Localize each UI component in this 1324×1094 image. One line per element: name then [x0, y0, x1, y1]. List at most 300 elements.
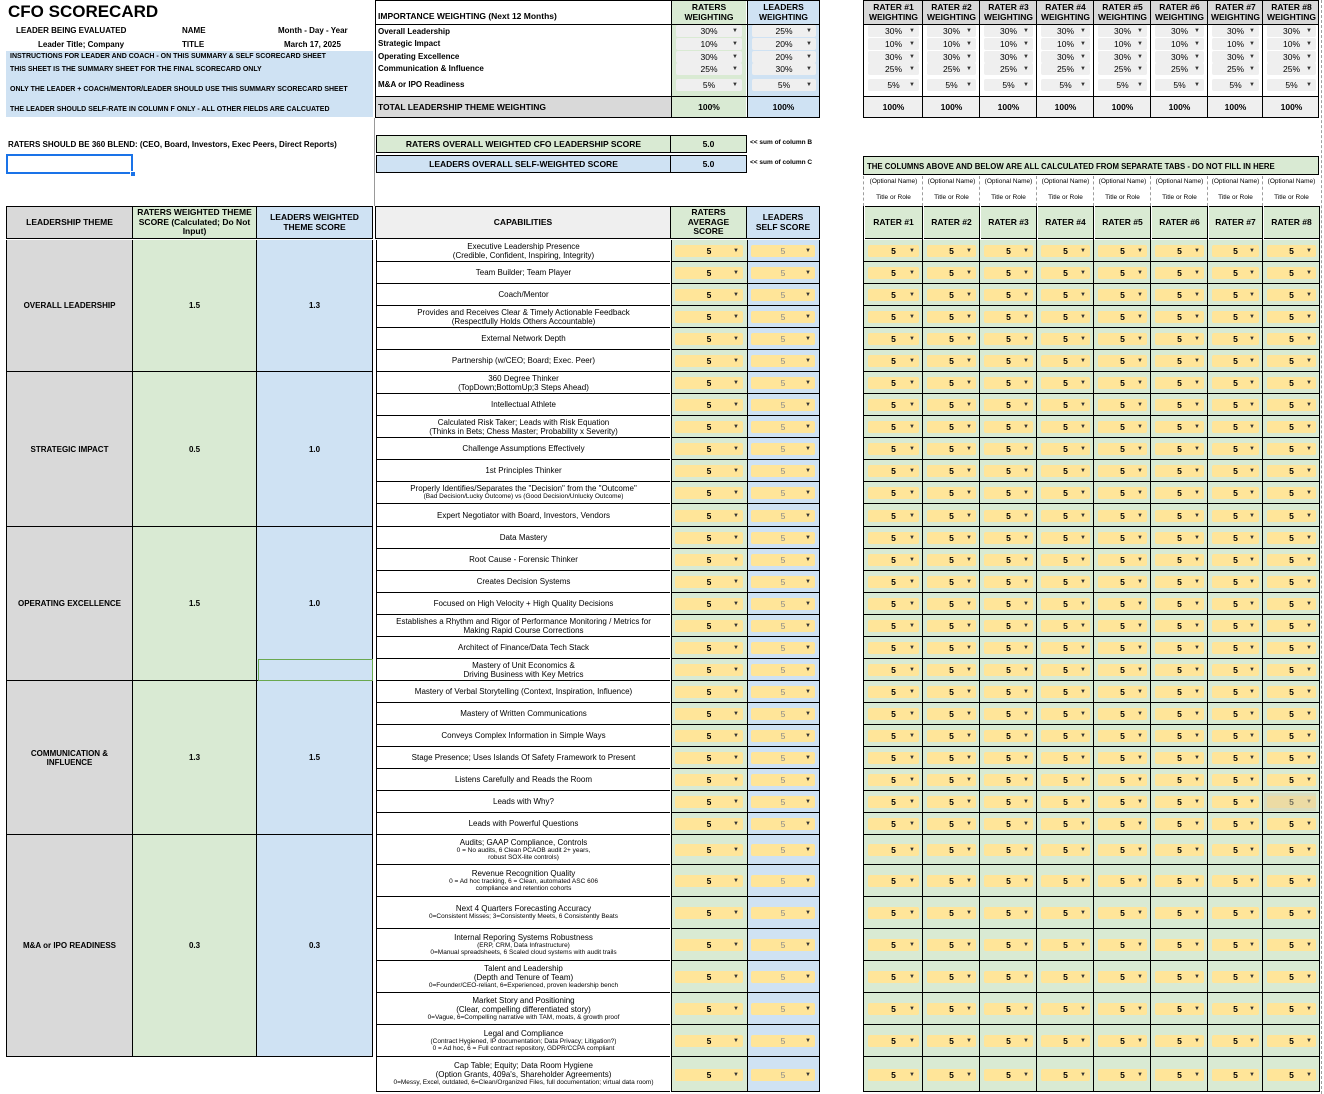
rater-score-dropdown[interactable]: 5 ▼	[868, 465, 919, 477]
rater-weight-dropdown[interactable]: 25% ▼	[868, 63, 919, 75]
raters-avg-dropdown[interactable]: 5 ▼	[675, 311, 743, 323]
rater-score-dropdown[interactable]: 5 ▼	[1098, 598, 1147, 610]
rater-score-dropdown[interactable]: 5 ▼	[1267, 510, 1316, 522]
rater-weight-dropdown[interactable]: 5% ▼	[868, 79, 919, 91]
rater-score-dropdown[interactable]: 5 ▼	[1267, 487, 1316, 499]
rater-score-dropdown[interactable]: 5 ▼	[984, 844, 1033, 856]
rater-score-dropdown[interactable]: 5 ▼	[1212, 443, 1259, 455]
rater-score-dropdown[interactable]: 5 ▼	[1098, 487, 1147, 499]
rater-score-dropdown[interactable]: 5 ▼	[868, 510, 919, 522]
raters-avg-dropdown[interactable]: 5 ▼	[675, 1069, 743, 1081]
raters-avg-dropdown[interactable]: 5 ▼	[675, 774, 743, 786]
rater-score-dropdown[interactable]: 5 ▼	[1212, 1003, 1259, 1015]
raters-avg-dropdown[interactable]: 5 ▼	[675, 907, 743, 919]
raters-avg-dropdown[interactable]: 5 ▼	[675, 510, 743, 522]
rater-score-dropdown[interactable]: 5 ▼	[1155, 465, 1204, 477]
rater-score-dropdown[interactable]: 5 ▼	[1098, 939, 1147, 951]
raters-weight-dropdown[interactable]: 5% ▼	[676, 79, 742, 91]
leader-self-dropdown[interactable]: 5 ▼	[751, 421, 815, 433]
rater-score-dropdown[interactable]: 5 ▼	[1212, 598, 1259, 610]
rater-weight-dropdown[interactable]: 5% ▼	[1267, 79, 1316, 91]
raters-avg-dropdown[interactable]: 5 ▼	[675, 465, 743, 477]
raters-avg-dropdown[interactable]: 5 ▼	[675, 245, 743, 257]
rater-score-dropdown[interactable]: 5 ▼	[1212, 708, 1259, 720]
raters-avg-dropdown[interactable]: 5 ▼	[675, 399, 743, 411]
rater-score-dropdown[interactable]: 5 ▼	[1212, 333, 1259, 345]
rater-score-dropdown[interactable]: 5 ▼	[1267, 443, 1316, 455]
rater-score-dropdown[interactable]: 5 ▼	[1098, 377, 1147, 389]
rater-score-dropdown[interactable]: 5 ▼	[984, 708, 1033, 720]
rater-score-dropdown[interactable]: 5 ▼	[1041, 421, 1090, 433]
rater-score-dropdown[interactable]: 5 ▼	[1212, 620, 1259, 632]
rater-score-dropdown[interactable]: 5 ▼	[1212, 245, 1259, 257]
rater-score-dropdown[interactable]: 5 ▼	[1098, 907, 1147, 919]
rater-score-dropdown[interactable]: 5 ▼	[984, 443, 1033, 455]
rater-score-dropdown[interactable]: 5 ▼	[927, 642, 976, 654]
rater-score-dropdown[interactable]: 5 ▼	[1155, 1035, 1204, 1047]
leader-self-dropdown[interactable]: 5 ▼	[751, 487, 815, 499]
rater-score-dropdown[interactable]: 5 ▼	[1041, 333, 1090, 345]
rater-score-dropdown[interactable]: 5 ▼	[1212, 311, 1259, 323]
rater-score-dropdown[interactable]: 5 ▼	[984, 510, 1033, 522]
rater-score-dropdown[interactable]: 5 ▼	[1212, 421, 1259, 433]
rater-score-dropdown[interactable]: 5 ▼	[868, 355, 919, 367]
rater-score-dropdown[interactable]: 5 ▼	[1098, 532, 1147, 544]
leaders-weight-dropdown[interactable]: 20% ▼	[752, 51, 816, 63]
rater-score-dropdown[interactable]: 5 ▼	[1212, 686, 1259, 698]
rater-score-dropdown[interactable]: 5 ▼	[1155, 752, 1204, 764]
rater-weight-dropdown[interactable]: 10% ▼	[984, 38, 1033, 50]
rater-score-dropdown[interactable]: 5 ▼	[1098, 443, 1147, 455]
leader-self-dropdown[interactable]: 5 ▼	[751, 971, 815, 983]
leader-self-dropdown[interactable]: 5 ▼	[751, 708, 815, 720]
rater-score-dropdown[interactable]: 5 ▼	[927, 532, 976, 544]
rater-score-dropdown[interactable]: 5 ▼	[1041, 939, 1090, 951]
raters-weight-dropdown[interactable]: 30% ▼	[676, 51, 742, 63]
rater-score-dropdown[interactable]: 5 ▼	[1267, 620, 1316, 632]
rater-score-dropdown[interactable]: 5 ▼	[1267, 686, 1316, 698]
raters-avg-dropdown[interactable]: 5 ▼	[675, 642, 743, 654]
rater-score-dropdown[interactable]: 5 ▼	[927, 907, 976, 919]
rater-score-dropdown[interactable]: 5 ▼	[1267, 289, 1316, 301]
rater-score-dropdown[interactable]: 5 ▼	[1155, 939, 1204, 951]
rater-weight-dropdown[interactable]: 5% ▼	[1098, 79, 1147, 91]
rater-score-dropdown[interactable]: 5 ▼	[1267, 774, 1316, 786]
rater-score-dropdown[interactable]: 5 ▼	[1267, 532, 1316, 544]
rater-score-dropdown[interactable]: 5 ▼	[984, 377, 1033, 389]
rater-score-dropdown[interactable]: 5 ▼	[1041, 289, 1090, 301]
rater-score-dropdown[interactable]: 5 ▼	[1155, 421, 1204, 433]
rater-score-dropdown[interactable]: 5 ▼	[927, 1069, 976, 1081]
rater-score-dropdown[interactable]: 5 ▼	[984, 664, 1033, 676]
rater-score-dropdown[interactable]: 5 ▼	[984, 971, 1033, 983]
rater-score-dropdown[interactable]: 5 ▼	[1155, 289, 1204, 301]
rater-score-dropdown[interactable]: 5 ▼	[868, 289, 919, 301]
rater-score-dropdown[interactable]: 5 ▼	[927, 796, 976, 808]
rater-score-dropdown[interactable]: 5 ▼	[1212, 1069, 1259, 1081]
rater-score-dropdown[interactable]: 5 ▼	[984, 576, 1033, 588]
rater-score-dropdown[interactable]: 5 ▼	[984, 598, 1033, 610]
rater-score-dropdown[interactable]: 5 ▼	[1155, 708, 1204, 720]
rater-score-dropdown[interactable]: 5 ▼	[927, 377, 976, 389]
rater-score-dropdown[interactable]: 5 ▼	[868, 598, 919, 610]
rater-score-dropdown[interactable]: 5 ▼	[927, 818, 976, 830]
rater-score-dropdown[interactable]: 5 ▼	[984, 311, 1033, 323]
rater-score-dropdown[interactable]: 5 ▼	[1155, 377, 1204, 389]
rater-score-dropdown[interactable]: 5 ▼	[1212, 642, 1259, 654]
rater-score-dropdown[interactable]: 5 ▼	[1155, 642, 1204, 654]
leader-self-dropdown[interactable]: 5 ▼	[751, 554, 815, 566]
rater-score-dropdown[interactable]: 5 ▼	[1212, 730, 1259, 742]
rater-score-dropdown[interactable]: 5 ▼	[1267, 708, 1316, 720]
rater-score-dropdown[interactable]: 5 ▼	[1212, 554, 1259, 566]
rater-score-dropdown[interactable]: 5 ▼	[1155, 333, 1204, 345]
rater-score-dropdown[interactable]: 5 ▼	[868, 752, 919, 764]
raters-avg-dropdown[interactable]: 5 ▼	[675, 730, 743, 742]
raters-avg-dropdown[interactable]: 5 ▼	[675, 620, 743, 632]
rater-score-dropdown[interactable]: 5 ▼	[1041, 774, 1090, 786]
rater-score-dropdown[interactable]: 5 ▼	[1155, 245, 1204, 257]
rater-score-dropdown[interactable]: 5 ▼	[984, 774, 1033, 786]
rater-weight-dropdown[interactable]: 10% ▼	[868, 38, 919, 50]
rater-score-dropdown[interactable]: 5 ▼	[1212, 532, 1259, 544]
rater-score-dropdown[interactable]: 5 ▼	[1041, 311, 1090, 323]
rater-weight-dropdown[interactable]: 10% ▼	[927, 38, 976, 50]
rater-score-dropdown[interactable]: 5 ▼	[1212, 844, 1259, 856]
rater-score-dropdown[interactable]: 5 ▼	[1267, 421, 1316, 433]
rater-score-dropdown[interactable]: 5 ▼	[1155, 875, 1204, 887]
leaders-weight-dropdown[interactable]: 30% ▼	[752, 63, 816, 75]
rater-score-dropdown[interactable]: 5 ▼	[1098, 267, 1147, 279]
rater-score-dropdown[interactable]: 5 ▼	[984, 642, 1033, 654]
rater-score-dropdown[interactable]: 5 ▼	[1155, 844, 1204, 856]
rater-score-dropdown[interactable]: 5 ▼	[1155, 686, 1204, 698]
leader-self-dropdown[interactable]: 5 ▼	[751, 576, 815, 588]
raters-avg-dropdown[interactable]: 5 ▼	[675, 289, 743, 301]
rater-weight-dropdown[interactable]: 30% ▼	[868, 25, 919, 37]
rater-score-dropdown[interactable]: 5 ▼	[927, 465, 976, 477]
rater-score-dropdown[interactable]: 5 ▼	[1041, 1069, 1090, 1081]
rater-weight-dropdown[interactable]: 10% ▼	[1155, 38, 1204, 50]
rater-score-dropdown[interactable]: 5 ▼	[1267, 752, 1316, 764]
leader-self-dropdown[interactable]: 5 ▼	[751, 844, 815, 856]
raters-avg-dropdown[interactable]: 5 ▼	[675, 377, 743, 389]
rater-score-dropdown[interactable]: 5 ▼	[927, 487, 976, 499]
rater-weight-dropdown[interactable]: 30% ▼	[1041, 25, 1090, 37]
rater-score-dropdown[interactable]: 5 ▼	[927, 620, 976, 632]
rater-score-dropdown[interactable]: 5 ▼	[1098, 620, 1147, 632]
rater-score-dropdown[interactable]: 5 ▼	[1155, 1003, 1204, 1015]
rater-score-dropdown[interactable]: 5 ▼	[1098, 289, 1147, 301]
rater-score-dropdown[interactable]: 5 ▼	[1212, 939, 1259, 951]
leader-self-dropdown[interactable]: 5 ▼	[751, 875, 815, 887]
rater-score-dropdown[interactable]: 5 ▼	[1098, 686, 1147, 698]
rater-score-dropdown[interactable]: 5 ▼	[1041, 532, 1090, 544]
rater-score-dropdown[interactable]: 5 ▼	[1041, 576, 1090, 588]
rater-score-dropdown[interactable]: 5 ▼	[868, 443, 919, 455]
rater-weight-dropdown[interactable]: 30% ▼	[1212, 25, 1259, 37]
rater-weight-dropdown[interactable]: 5% ▼	[1041, 79, 1090, 91]
rater-score-dropdown[interactable]: 5 ▼	[1267, 664, 1316, 676]
rater-score-dropdown[interactable]: 5 ▼	[1041, 752, 1090, 764]
rater-score-dropdown[interactable]: 5 ▼	[868, 939, 919, 951]
leader-self-dropdown[interactable]: 5 ▼	[751, 1035, 815, 1047]
rater-score-dropdown[interactable]: 5 ▼	[1267, 554, 1316, 566]
rater-score-dropdown[interactable]: 5 ▼	[927, 399, 976, 411]
rater-score-dropdown[interactable]: 5 ▼	[984, 1035, 1033, 1047]
rater-score-dropdown[interactable]: 5 ▼	[984, 421, 1033, 433]
rater-score-dropdown[interactable]: 5 ▼	[927, 730, 976, 742]
leader-self-dropdown[interactable]: 5 ▼	[751, 532, 815, 544]
rater-score-dropdown[interactable]: 5 ▼	[984, 796, 1033, 808]
rater-score-dropdown[interactable]: 5 ▼	[1155, 267, 1204, 279]
rater-score-dropdown[interactable]: 5 ▼	[868, 730, 919, 742]
rater-score-dropdown[interactable]: 5 ▼	[1041, 818, 1090, 830]
rater-weight-dropdown[interactable]: 25% ▼	[1155, 63, 1204, 75]
rater-score-dropdown[interactable]: 5 ▼	[1212, 971, 1259, 983]
rater-score-dropdown[interactable]: 5 ▼	[1098, 311, 1147, 323]
rater-score-dropdown[interactable]: 5 ▼	[1041, 708, 1090, 720]
rater-score-dropdown[interactable]: 5 ▼	[984, 620, 1033, 632]
rater-score-dropdown[interactable]: 5 ▼	[1212, 510, 1259, 522]
rater-weight-dropdown[interactable]: 25% ▼	[1098, 63, 1147, 75]
leader-self-dropdown[interactable]: 5 ▼	[751, 443, 815, 455]
rater-score-dropdown[interactable]: 5 ▼	[1041, 971, 1090, 983]
rater-score-dropdown[interactable]: 5 ▼	[984, 487, 1033, 499]
rater-score-dropdown[interactable]: 5 ▼	[1155, 907, 1204, 919]
rater-score-dropdown[interactable]: 5 ▼	[927, 844, 976, 856]
rater-score-dropdown[interactable]: 5 ▼	[868, 311, 919, 323]
rater-score-dropdown[interactable]: 5 ▼	[1212, 399, 1259, 411]
rater-score-dropdown[interactable]: 5 ▼	[1098, 421, 1147, 433]
rater-weight-dropdown[interactable]: 30% ▼	[1098, 25, 1147, 37]
rater-score-dropdown[interactable]: 5 ▼	[1098, 333, 1147, 345]
rater-score-dropdown[interactable]: 5 ▼	[1267, 465, 1316, 477]
rater-score-dropdown[interactable]: 5 ▼	[1041, 664, 1090, 676]
rater-score-dropdown[interactable]: 5 ▼	[1041, 875, 1090, 887]
rater-score-dropdown[interactable]: 5 ▼	[927, 289, 976, 301]
rater-score-dropdown[interactable]: 5 ▼	[1155, 774, 1204, 786]
rater-score-dropdown[interactable]: 5 ▼	[1267, 971, 1316, 983]
leader-self-dropdown[interactable]: 5 ▼	[751, 818, 815, 830]
rater-weight-dropdown[interactable]: 30% ▼	[1155, 25, 1204, 37]
rater-score-dropdown[interactable]: 5 ▼	[1155, 399, 1204, 411]
raters-weight-dropdown[interactable]: 25% ▼	[676, 63, 742, 75]
rater-score-dropdown[interactable]: 5 ▼	[1041, 686, 1090, 698]
rater-score-dropdown[interactable]: 5 ▼	[1267, 377, 1316, 389]
rater-score-dropdown[interactable]: 5 ▼	[1212, 818, 1259, 830]
rater-score-dropdown[interactable]: 5 ▼	[1098, 576, 1147, 588]
rater-score-dropdown[interactable]: 5 ▼	[984, 289, 1033, 301]
leader-self-dropdown[interactable]: 5 ▼	[751, 510, 815, 522]
rater-score-dropdown[interactable]: 5 ▼	[1098, 752, 1147, 764]
rater-score-dropdown[interactable]: 5 ▼	[1212, 875, 1259, 887]
rater-score-dropdown[interactable]: 5 ▼	[927, 510, 976, 522]
rater-score-dropdown[interactable]: 5 ▼	[1041, 377, 1090, 389]
rater-score-dropdown[interactable]: 5 ▼	[1212, 907, 1259, 919]
rater-score-dropdown[interactable]: 5 ▼	[868, 796, 919, 808]
rater-score-dropdown[interactable]: 5 ▼	[1267, 939, 1316, 951]
rater-score-dropdown[interactable]: 5 ▼	[868, 267, 919, 279]
rater-weight-dropdown[interactable]: 25% ▼	[927, 63, 976, 75]
rater-score-dropdown[interactable]: 5 ▼	[1041, 267, 1090, 279]
rater-score-dropdown[interactable]: 5 ▼	[984, 730, 1033, 742]
rater-score-dropdown[interactable]: 5 ▼	[984, 333, 1033, 345]
raters-avg-dropdown[interactable]: 5 ▼	[675, 708, 743, 720]
leaders-weight-dropdown[interactable]: 20% ▼	[752, 38, 816, 50]
rater-score-dropdown[interactable]: 5 ▼	[1098, 708, 1147, 720]
rater-weight-dropdown[interactable]: 5% ▼	[984, 79, 1033, 91]
rater-score-dropdown[interactable]: 5 ▼	[1212, 465, 1259, 477]
rater-score-dropdown[interactable]: 5 ▼	[984, 355, 1033, 367]
rater-score-dropdown[interactable]: 5 ▼	[1098, 245, 1147, 257]
leader-self-dropdown[interactable]: 5 ▼	[751, 377, 815, 389]
rater-score-dropdown[interactable]: 5 ▼	[1267, 399, 1316, 411]
raters-avg-dropdown[interactable]: 5 ▼	[675, 487, 743, 499]
raters-avg-dropdown[interactable]: 5 ▼	[675, 598, 743, 610]
rater-score-dropdown[interactable]: 5 ▼	[868, 907, 919, 919]
rater-score-dropdown[interactable]: 5 ▼	[868, 554, 919, 566]
rater-score-dropdown[interactable]: 5 ▼	[927, 267, 976, 279]
rater-score-dropdown[interactable]: 5 ▼	[1098, 399, 1147, 411]
rater-weight-dropdown[interactable]: 25% ▼	[1212, 63, 1259, 75]
rater-weight-dropdown[interactable]: 30% ▼	[1041, 51, 1090, 63]
rater-weight-dropdown[interactable]: 10% ▼	[1212, 38, 1259, 50]
rater-score-dropdown[interactable]: 5 ▼	[868, 818, 919, 830]
raters-avg-dropdown[interactable]: 5 ▼	[675, 355, 743, 367]
rater-weight-dropdown[interactable]: 10% ▼	[1098, 38, 1147, 50]
rater-score-dropdown[interactable]: 5 ▼	[868, 399, 919, 411]
rater-score-dropdown[interactable]: 5 ▼	[1212, 355, 1259, 367]
raters-weight-dropdown[interactable]: 10% ▼	[676, 38, 742, 50]
rater-score-dropdown[interactable]: 5 ▼	[1098, 554, 1147, 566]
rater-score-dropdown[interactable]: 5 ▼	[1267, 875, 1316, 887]
rater-score-dropdown[interactable]: 5 ▼	[927, 1035, 976, 1047]
leader-self-dropdown[interactable]: 5 ▼	[751, 730, 815, 742]
rater-score-dropdown[interactable]: 5 ▼	[1041, 907, 1090, 919]
rater-score-dropdown[interactable]: 5 ▼	[868, 377, 919, 389]
rater-score-dropdown[interactable]: 5 ▼	[868, 664, 919, 676]
leader-self-dropdown[interactable]: 5 ▼	[751, 686, 815, 698]
rater-score-dropdown[interactable]: 5 ▼	[1267, 267, 1316, 279]
fill-handle[interactable]	[130, 171, 136, 177]
rater-score-dropdown[interactable]: 5 ▼	[1267, 818, 1316, 830]
rater-weight-dropdown[interactable]: 5% ▼	[927, 79, 976, 91]
rater-score-dropdown[interactable]: 5 ▼	[1041, 487, 1090, 499]
raters-avg-dropdown[interactable]: 5 ▼	[675, 664, 743, 676]
rater-score-dropdown[interactable]: 5 ▼	[927, 774, 976, 786]
rater-score-dropdown[interactable]: 5 ▼	[1098, 818, 1147, 830]
rater-score-dropdown[interactable]: 5 ▼	[927, 554, 976, 566]
rater-score-dropdown[interactable]: 5 ▼	[1155, 443, 1204, 455]
leaders-weight-dropdown[interactable]: 25% ▼	[752, 25, 816, 37]
rater-score-dropdown[interactable]: 5 ▼	[1041, 443, 1090, 455]
rater-score-dropdown[interactable]: 5 ▼	[1155, 796, 1204, 808]
leaders-weight-dropdown[interactable]: 5% ▼	[752, 79, 816, 91]
rater-score-dropdown[interactable]: 5 ▼	[1212, 487, 1259, 499]
rater-score-dropdown[interactable]: 5 ▼	[1041, 399, 1090, 411]
rater-score-dropdown[interactable]: 5 ▼	[1041, 796, 1090, 808]
rater-score-dropdown[interactable]: 5 ▼	[868, 1069, 919, 1081]
selected-cell[interactable]	[6, 154, 133, 174]
raters-avg-dropdown[interactable]: 5 ▼	[675, 844, 743, 856]
leader-self-dropdown[interactable]: 5 ▼	[751, 642, 815, 654]
rater-score-dropdown[interactable]: 5 ▼	[1155, 532, 1204, 544]
rater-score-dropdown[interactable]: 5 ▼	[984, 399, 1033, 411]
rater-score-dropdown[interactable]: 5 ▼	[1212, 576, 1259, 588]
rater-score-dropdown[interactable]: 5 ▼	[1155, 664, 1204, 676]
rater-score-dropdown[interactable]: 5 ▼	[1267, 598, 1316, 610]
rater-score-dropdown[interactable]: 5 ▼	[1155, 311, 1204, 323]
rater-score-dropdown[interactable]: 5 ▼	[1212, 289, 1259, 301]
rater-score-dropdown[interactable]: 5 ▼	[868, 774, 919, 786]
raters-avg-dropdown[interactable]: 5 ▼	[675, 443, 743, 455]
rater-score-dropdown[interactable]: 5 ▼	[1041, 730, 1090, 742]
rater-weight-dropdown[interactable]: 30% ▼	[1212, 51, 1259, 63]
rater-score-dropdown[interactable]: 5 ▼	[927, 245, 976, 257]
rater-weight-dropdown[interactable]: 10% ▼	[1267, 38, 1316, 50]
rater-score-dropdown[interactable]: 5 ▼	[927, 1003, 976, 1015]
rater-weight-dropdown[interactable]: 30% ▼	[927, 51, 976, 63]
rater-score-dropdown[interactable]: 5 ▼	[927, 686, 976, 698]
rater-score-dropdown[interactable]: 5 ▼	[927, 576, 976, 588]
rater-score-dropdown[interactable]: 5 ▼	[927, 355, 976, 367]
rater-score-dropdown[interactable]: 5 ▼	[1267, 1069, 1316, 1081]
rater-score-dropdown[interactable]: 5 ▼	[1267, 1035, 1316, 1047]
leader-self-dropdown[interactable]: 5 ▼	[751, 664, 815, 676]
raters-avg-dropdown[interactable]: 5 ▼	[675, 554, 743, 566]
rater-weight-dropdown[interactable]: 25% ▼	[1267, 63, 1316, 75]
rater-score-dropdown[interactable]: 5 ▼	[927, 333, 976, 345]
rater-score-dropdown[interactable]: 5 ▼	[868, 875, 919, 887]
rater-score-dropdown[interactable]: 5 ▼	[1267, 333, 1316, 345]
raters-weight-dropdown[interactable]: 30% ▼	[676, 25, 742, 37]
rater-score-dropdown[interactable]: 5 ▼	[1155, 554, 1204, 566]
raters-avg-dropdown[interactable]: 5 ▼	[675, 1035, 743, 1047]
rater-weight-dropdown[interactable]: 30% ▼	[1155, 51, 1204, 63]
rater-weight-dropdown[interactable]: 30% ▼	[1098, 51, 1147, 63]
rater-score-dropdown[interactable]: 5 ▼	[927, 311, 976, 323]
rater-score-dropdown[interactable]: 5 ▼	[868, 1035, 919, 1047]
rater-score-dropdown[interactable]: 5 ▼	[1098, 465, 1147, 477]
rater-score-dropdown[interactable]: 5 ▼	[927, 598, 976, 610]
rater-score-dropdown[interactable]: 5 ▼	[984, 907, 1033, 919]
rater-score-dropdown[interactable]: 5 ▼	[1098, 774, 1147, 786]
rater-score-dropdown[interactable]: 5 ▼	[868, 421, 919, 433]
rater-score-dropdown[interactable]: 5 ▼	[868, 532, 919, 544]
rater-score-dropdown[interactable]: 5 ▼	[1155, 1069, 1204, 1081]
rater-score-dropdown[interactable]: 5 ▼	[1267, 311, 1316, 323]
rater-score-dropdown[interactable]: 5 ▼	[1041, 465, 1090, 477]
raters-avg-dropdown[interactable]: 5 ▼	[675, 421, 743, 433]
rater-score-dropdown[interactable]: 5 ▼	[868, 844, 919, 856]
rater-score-dropdown[interactable]: 5 ▼	[1041, 1035, 1090, 1047]
rater-score-dropdown[interactable]: 5 ▼	[1212, 377, 1259, 389]
rater-score-dropdown[interactable]: 5 ▼	[1041, 510, 1090, 522]
leader-self-dropdown[interactable]: 5 ▼	[751, 752, 815, 764]
rater-score-dropdown[interactable]: 5 ▼	[1155, 510, 1204, 522]
raters-avg-dropdown[interactable]: 5 ▼	[675, 576, 743, 588]
rater-weight-dropdown[interactable]: 10% ▼	[1041, 38, 1090, 50]
leader-self-dropdown[interactable]: 5 ▼	[751, 245, 815, 257]
rater-score-dropdown[interactable]: 5 ▼	[1212, 796, 1259, 808]
rater-score-dropdown[interactable]: 5 ▼	[984, 1069, 1033, 1081]
rater-score-dropdown[interactable]: 5 ▼	[868, 620, 919, 632]
raters-avg-dropdown[interactable]: 5 ▼	[675, 1003, 743, 1015]
rater-score-dropdown[interactable]: 5 ▼	[868, 686, 919, 698]
rater-score-dropdown[interactable]: 5 ▼	[868, 487, 919, 499]
rater-weight-dropdown[interactable]: 30% ▼	[1267, 51, 1316, 63]
